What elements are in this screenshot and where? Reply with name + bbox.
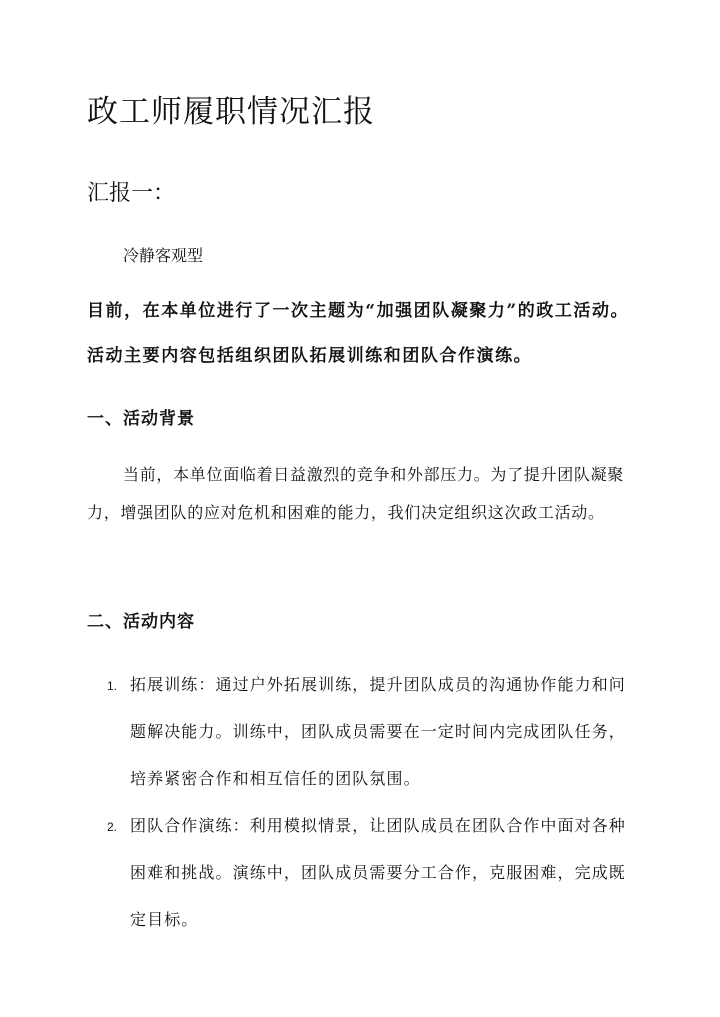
report-style-label: 冷静客观型 <box>123 246 204 265</box>
list-item-text: 团队合作演练：利用模拟情景，让团队成员在团队合作中面对各种困难和挑战。演练中，团队成员需要分工合作，克服困难，完成既定目标。 <box>130 816 626 929</box>
list-item-number: 1. <box>107 679 118 693</box>
list-item-number: 2. <box>107 820 118 834</box>
intro-paragraph: 目前，在本单位进行了一次主题为“加强团队凝聚力”的政工活动。活动主要内容包括组织团队拓展训练和团队合作演练。 <box>87 301 630 366</box>
background-paragraph: 当前，本单位面临着日益激烈的竞争和外部压力。为了提升团队凝聚力，增强团队的应对危机和困难的能力，我们决定组织这次政工活动。 <box>87 465 625 522</box>
content-list-1 <box>100 661 630 802</box>
list-item-text: 拓展训练：通过户外拓展训练，提升团队成员的沟通协作能力和问题解决能力。训练中，团队成员需要在一定时间内完成团队任务，培养紧密合作和相互信任的团队氛围。 <box>130 675 626 788</box>
section-heading-background: 一、活动背景 <box>87 409 195 429</box>
content-list-2 <box>100 802 630 943</box>
section-heading-content: 二、活动内容 <box>87 612 195 632</box>
report-subtitle: 汇报一： <box>87 181 176 206</box>
list-item <box>100 802 630 943</box>
list-item <box>100 661 630 802</box>
page-title: 政工师履职情况汇报 <box>87 94 375 130</box>
